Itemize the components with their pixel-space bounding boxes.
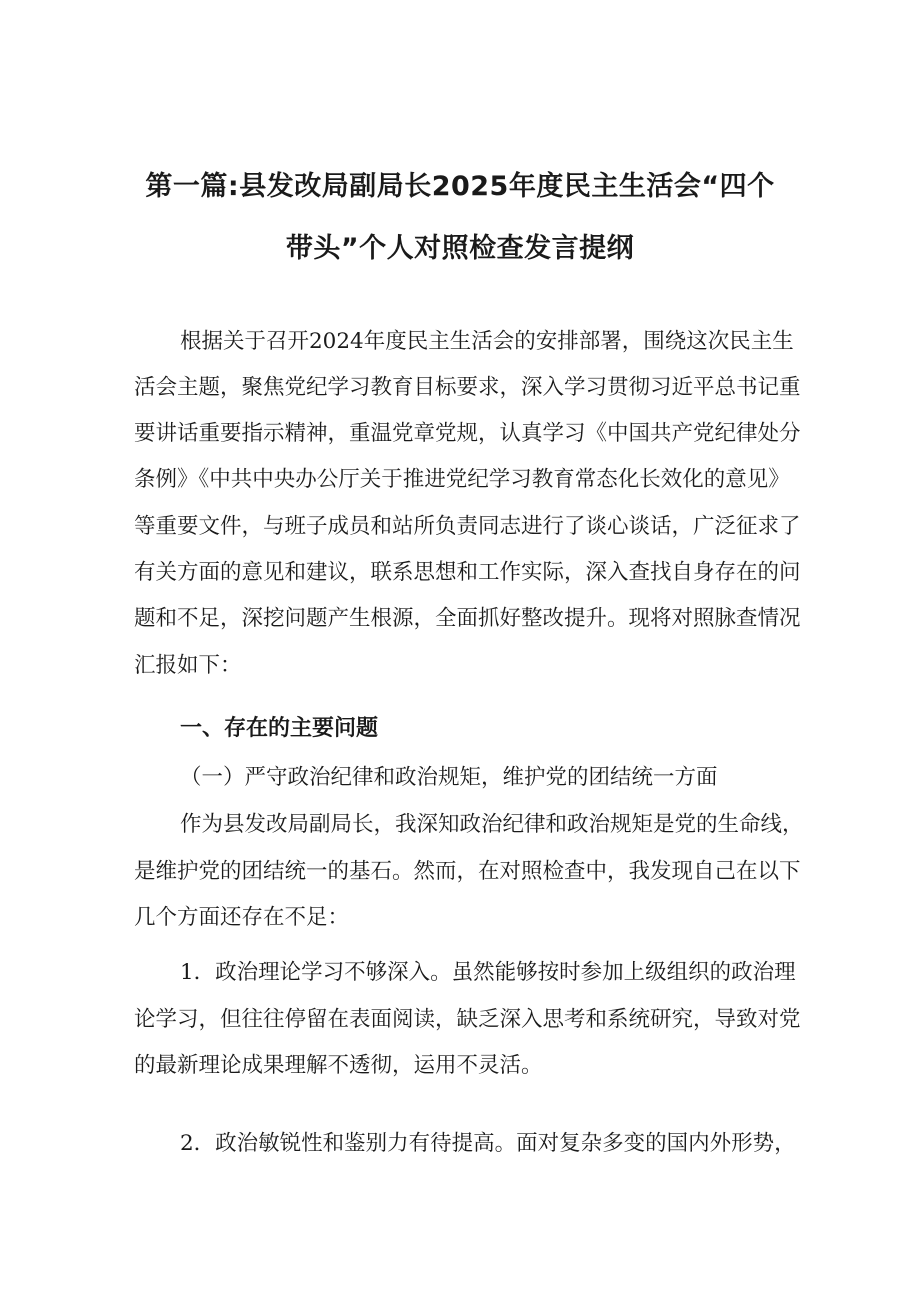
document-title-line-2: 带头”个人对照检查发言提纲	[285, 233, 635, 264]
paragraph-2-line-1: 作为县发改局副局长，我深知政治纪律和政治规矩是党的生命线，	[180, 812, 804, 837]
intro-line-2: 活会主题，聚焦党纪学习教育目标要求，深入学习贯彻习近平总书记重	[134, 375, 801, 400]
intro-line-7: 题和不足，深挖问题产生根源，全面抓好整改提升。现将对照脉查情况	[134, 606, 801, 631]
item-1-line-3: 的最新理论成果理解不透彻，运用不灵活。	[134, 1053, 543, 1078]
intro-line-6: 有关方面的意见和建议，联系思想和工作实际，深入查找自身存在的问	[134, 560, 801, 585]
intro-line-3: 要讲话重要指示精神，重温党章党规，认真学习《中国共产党纪律处分	[134, 421, 801, 446]
item-1-line-1: 1．政治理论学习不够深入。虽然能够按时参加上级组织的政治理	[180, 960, 796, 985]
paragraph-2-line-2: 是维护党的团结统一的基石。然而，在对照检查中，我发现自己在以下	[134, 859, 801, 884]
intro-line-5: 等重要文件，与班子成员和站所负责同志进行了谈心谈话，广泛征求了	[134, 514, 801, 539]
section-heading-main-problems: 一、存在的主要问题	[180, 716, 379, 741]
document-title-line-1: 第一篇:县发改局副局长2025年度民主生活会“四个	[145, 171, 775, 202]
subsection-heading-political-discipline: （一）严守政治纪律和政治规矩，维护党的团结统一方面	[180, 765, 718, 790]
item-2-line-1: 2．政治敏锐性和鉴别力有待提高。面对复杂多变的国内外形势，	[180, 1131, 796, 1156]
intro-line-8: 汇报如下：	[134, 653, 242, 678]
paragraph-2-line-3: 几个方面还存在不足：	[134, 905, 350, 930]
intro-line-4: 条例》《中共中央办公厅关于推进党纪学习教育常态化长效化的意见》	[134, 467, 790, 492]
item-1-line-2: 论学习，但往往停留在表面阅读，缺乏深入思考和系统研究，导致对党	[134, 1007, 801, 1032]
intro-line-1: 根据关于召开2024年度民主生活会的安排部署，围绕这次民主生	[180, 329, 794, 354]
